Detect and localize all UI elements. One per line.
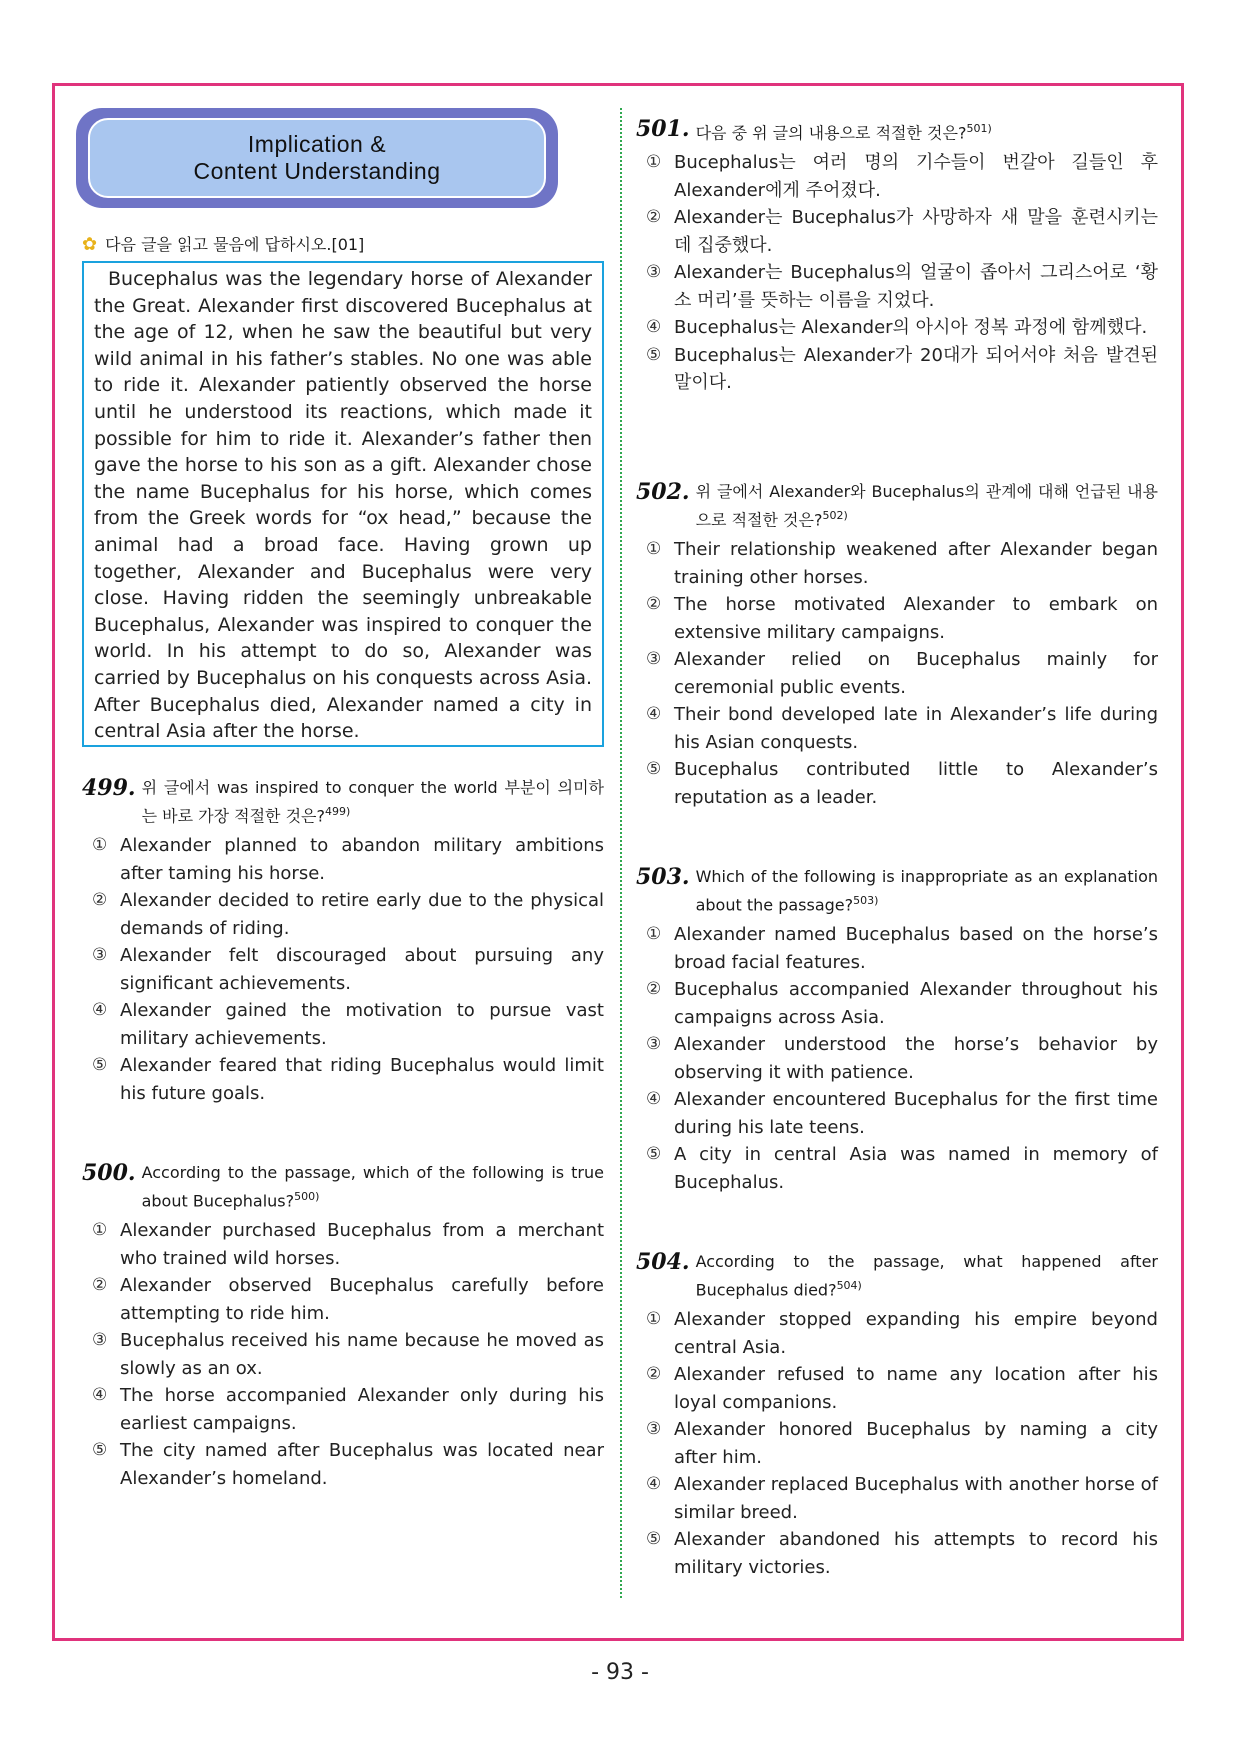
question-stem-text: 위 글에서 Alexander와 Bucephalus의 관계에 대해 언급된 내용으로 적절한 것은? xyxy=(695,482,1158,530)
question-stem xyxy=(696,865,1158,917)
instruction-text: 다음 글을 읽고 물음에 답하시오.[01] xyxy=(105,235,365,254)
option-mark: ① xyxy=(646,152,662,173)
option-3[interactable] xyxy=(82,942,604,997)
section-title-line2: Content Understanding xyxy=(193,158,441,184)
question-503 xyxy=(636,865,1158,1196)
option-mark: ② xyxy=(646,979,662,1000)
option-mark: ④ xyxy=(646,1474,662,1495)
question-ref: 499) xyxy=(325,805,351,818)
option-5[interactable] xyxy=(636,1141,1158,1196)
question-ref: 503) xyxy=(853,894,879,907)
option-mark: ③ xyxy=(646,1419,662,1440)
option-text: The city named after Bucephalus was located near Alexander’s homeland. xyxy=(120,1440,604,1489)
question-504 xyxy=(636,1250,1158,1581)
option-list xyxy=(636,921,1158,1196)
option-text: Alexander gained the motivation to pursue vast military achievements. xyxy=(120,1000,604,1049)
option-1[interactable] xyxy=(82,1217,604,1272)
option-text: The horse motivated Alexander to embark on extensive military campaigns. xyxy=(674,594,1158,643)
option-mark: ① xyxy=(646,1309,662,1330)
option-text: Alexander feared that riding Bucephalus would limit his future goals. xyxy=(120,1055,604,1104)
option-mark: ② xyxy=(92,1275,108,1296)
option-3[interactable] xyxy=(636,1031,1158,1086)
option-mark: ⑤ xyxy=(646,759,662,780)
option-list xyxy=(82,832,604,1107)
option-text: Alexander는 Bucephalus의 얼굴이 좁아서 그리스어로 ‘황소 머리’를 뜻하는 이름을 지었다. xyxy=(674,262,1158,311)
option-text: Bucephalus accompanied Alexander throughout his campaigns across Asia. xyxy=(674,979,1158,1028)
option-1[interactable] xyxy=(82,832,604,887)
option-text: Bucephalus received his name because he moved as slowly as an ox. xyxy=(120,1330,604,1379)
section-title-banner xyxy=(76,108,558,208)
question-ref: 502) xyxy=(822,509,848,522)
question-header xyxy=(636,117,1158,145)
option-mark: ⑤ xyxy=(92,1440,108,1461)
option-text: Alexander refused to name any location after his loyal companions. xyxy=(674,1364,1158,1413)
option-5[interactable] xyxy=(636,756,1158,811)
option-1[interactable] xyxy=(636,149,1158,204)
option-2[interactable] xyxy=(636,1361,1158,1416)
option-text: A city in central Asia was named in memory of Bucephalus. xyxy=(674,1144,1158,1193)
option-text: Alexander decided to retire early due to the physical demands of riding. xyxy=(120,890,604,939)
question-stem-text: 다음 중 위 글의 내용으로 적절한 것은? xyxy=(695,123,967,143)
option-mark: ② xyxy=(646,594,662,615)
option-mark: ④ xyxy=(646,1089,662,1110)
option-text: Alexander stopped expanding his empire beyond central Asia. xyxy=(674,1309,1158,1358)
passage-text: Bucephalus was the legendary horse of Alexander the Great. Alexander first discovered Bucephalus at the age of 12, when he saw the beautiful but very wild animal in his father’s stables. No one was able to ride it. Alexander patiently observed the horse until he understood its reactions, which made it possible for him to ride it. Alexander’s father then gave the horse to his son as a gift. Alexander chose the name Bucephalus for his horse, which comes from the Greek words for “ox head,” because the animal had a broad face. Having grown up together, Alexander and Bucephalus were very close. Having ridden the seemingly unbreakable Bucephalus, Alexander was inspired to conquer the world. In his attempt to do so, Alexander was carried by Bucephalus on his conquests across Asia. After Bucephalus died, Alexander named a city in central Asia after the horse. xyxy=(94,268,592,743)
question-header xyxy=(636,1250,1158,1302)
option-mark: ④ xyxy=(646,317,662,338)
option-mark: ③ xyxy=(646,649,662,670)
option-5[interactable] xyxy=(636,342,1158,397)
question-ref: 504) xyxy=(836,1279,862,1292)
option-text: Bucephalus는 Alexander가 20대가 되어서야 처음 발견된 말이다. xyxy=(674,344,1158,394)
option-mark: ② xyxy=(646,1364,662,1385)
option-text: Bucephalus는 Alexander의 아시아 정복 과정에 함께했다. xyxy=(674,317,1148,339)
option-list xyxy=(636,536,1158,811)
option-text: Alexander observed Bucephalus carefully before attempting to ride him. xyxy=(120,1275,604,1324)
option-text: The horse accompanied Alexander only during his earliest campaigns. xyxy=(120,1385,604,1434)
question-502 xyxy=(636,480,1158,811)
option-mark: ① xyxy=(92,835,108,856)
option-mark: ③ xyxy=(646,1034,662,1055)
option-text: Bucephalus contributed little to Alexander’s reputation as a leader. xyxy=(674,759,1158,808)
option-text: Alexander replaced Bucephalus with another horse of similar breed. xyxy=(674,1474,1158,1523)
option-4[interactable] xyxy=(82,997,604,1052)
option-4[interactable] xyxy=(636,701,1158,756)
option-1[interactable] xyxy=(636,536,1158,591)
option-mark: ① xyxy=(646,924,662,945)
option-text: Alexander는 Bucephalus가 사망하자 새 말을 훈련시키는 데 집중했다. xyxy=(674,207,1158,256)
option-5[interactable] xyxy=(636,1526,1158,1581)
option-mark: ② xyxy=(646,207,662,228)
question-stem-text: 위 글에서 was inspired to conquer the world 부분이 의미하는 바로 가장 적절한 것은? xyxy=(141,778,604,826)
option-5[interactable] xyxy=(82,1052,604,1107)
option-text: Alexander understood the horse’s behavior by observing it with patience. xyxy=(674,1034,1158,1083)
reading-passage xyxy=(82,261,604,747)
option-text: Alexander encountered Bucephalus for the first time during his late teens. xyxy=(674,1089,1158,1138)
question-499 xyxy=(82,776,604,1107)
question-header xyxy=(82,1161,604,1213)
question-ref: 501) xyxy=(966,122,992,135)
option-2[interactable] xyxy=(636,591,1158,646)
option-1[interactable] xyxy=(636,1306,1158,1361)
option-3[interactable] xyxy=(636,646,1158,701)
option-2[interactable] xyxy=(82,1272,604,1327)
question-header xyxy=(636,865,1158,917)
option-4[interactable] xyxy=(82,1382,604,1437)
option-text: Alexander planned to abandon military ambitions after taming his horse. xyxy=(120,835,604,884)
option-text: Alexander abandoned his attempts to record his military victories. xyxy=(674,1529,1158,1578)
question-ref: 500) xyxy=(294,1190,320,1203)
question-stem xyxy=(142,1161,604,1213)
option-mark: ④ xyxy=(646,704,662,725)
option-text: Alexander relied on Bucephalus mainly for ceremonial public events. xyxy=(674,649,1158,698)
question-number: 502. xyxy=(636,479,690,505)
option-4[interactable] xyxy=(636,1471,1158,1526)
option-text: Alexander felt discouraged about pursuing any significant achievements. xyxy=(120,945,604,994)
option-list xyxy=(636,149,1158,397)
option-mark: ⑤ xyxy=(646,1529,662,1550)
question-number: 499. xyxy=(82,775,136,801)
question-header xyxy=(636,480,1158,532)
option-4[interactable] xyxy=(636,1086,1158,1141)
question-stem-text: According to the passage, which of the following is true about Bucephalus? xyxy=(141,1163,604,1211)
option-mark: ⑤ xyxy=(646,1144,662,1165)
question-stem xyxy=(696,480,1158,532)
option-mark: ① xyxy=(92,1220,108,1241)
section-title-inner xyxy=(88,118,546,198)
option-mark: ③ xyxy=(92,945,108,966)
question-header xyxy=(82,776,604,828)
question-number: 500. xyxy=(82,1160,136,1186)
question-stem-text: Which of the following is inappropriate as an explanation about the passage? xyxy=(695,867,1158,915)
option-text: Alexander purchased Bucephalus from a merchant who trained wild horses. xyxy=(120,1220,604,1269)
question-stem xyxy=(696,117,1158,145)
option-3[interactable] xyxy=(636,1416,1158,1471)
page-number: - 93 - xyxy=(591,1660,649,1685)
option-2[interactable] xyxy=(636,204,1158,259)
option-list xyxy=(636,1306,1158,1581)
option-mark: ⑤ xyxy=(646,344,662,365)
option-3[interactable] xyxy=(636,259,1158,314)
option-text: Alexander named Bucephalus based on the horse’s broad facial features. xyxy=(674,924,1158,973)
question-number: 501. xyxy=(636,116,690,142)
option-text: Their bond developed late in Alexander’s life during his Asian conquests. xyxy=(674,704,1158,753)
option-mark: ① xyxy=(646,539,662,560)
question-stem-text: According to the passage, what happened after Bucephalus died? xyxy=(695,1252,1158,1300)
option-mark: ③ xyxy=(92,1330,108,1351)
option-mark: ⑤ xyxy=(92,1055,108,1076)
question-501 xyxy=(636,117,1158,397)
option-mark: ② xyxy=(92,890,108,911)
question-number: 503. xyxy=(636,864,690,890)
flower-icon: ✿ xyxy=(82,234,98,255)
option-4[interactable] xyxy=(636,314,1158,342)
instruction xyxy=(82,235,364,255)
question-500 xyxy=(82,1161,604,1492)
option-5[interactable] xyxy=(82,1437,604,1492)
question-stem xyxy=(142,776,604,828)
option-mark: ④ xyxy=(92,1000,108,1021)
question-stem xyxy=(696,1250,1158,1302)
option-2[interactable] xyxy=(82,887,604,942)
option-2[interactable] xyxy=(636,976,1158,1031)
option-text: Their relationship weakened after Alexander began training other horses. xyxy=(674,539,1158,588)
option-text: Bucephalus는 여러 명의 기수들이 번갈아 길들인 후 Alexander에게 주어졌다. xyxy=(674,152,1158,201)
option-list xyxy=(82,1217,604,1492)
option-3[interactable] xyxy=(82,1327,604,1382)
option-mark: ③ xyxy=(646,262,662,283)
section-title-line1: Implication & xyxy=(247,131,387,157)
column-divider xyxy=(620,108,622,1598)
option-1[interactable] xyxy=(636,921,1158,976)
option-mark: ④ xyxy=(92,1385,108,1406)
option-text: Alexander honored Bucephalus by naming a city after him. xyxy=(674,1419,1158,1468)
question-number: 504. xyxy=(636,1249,690,1275)
